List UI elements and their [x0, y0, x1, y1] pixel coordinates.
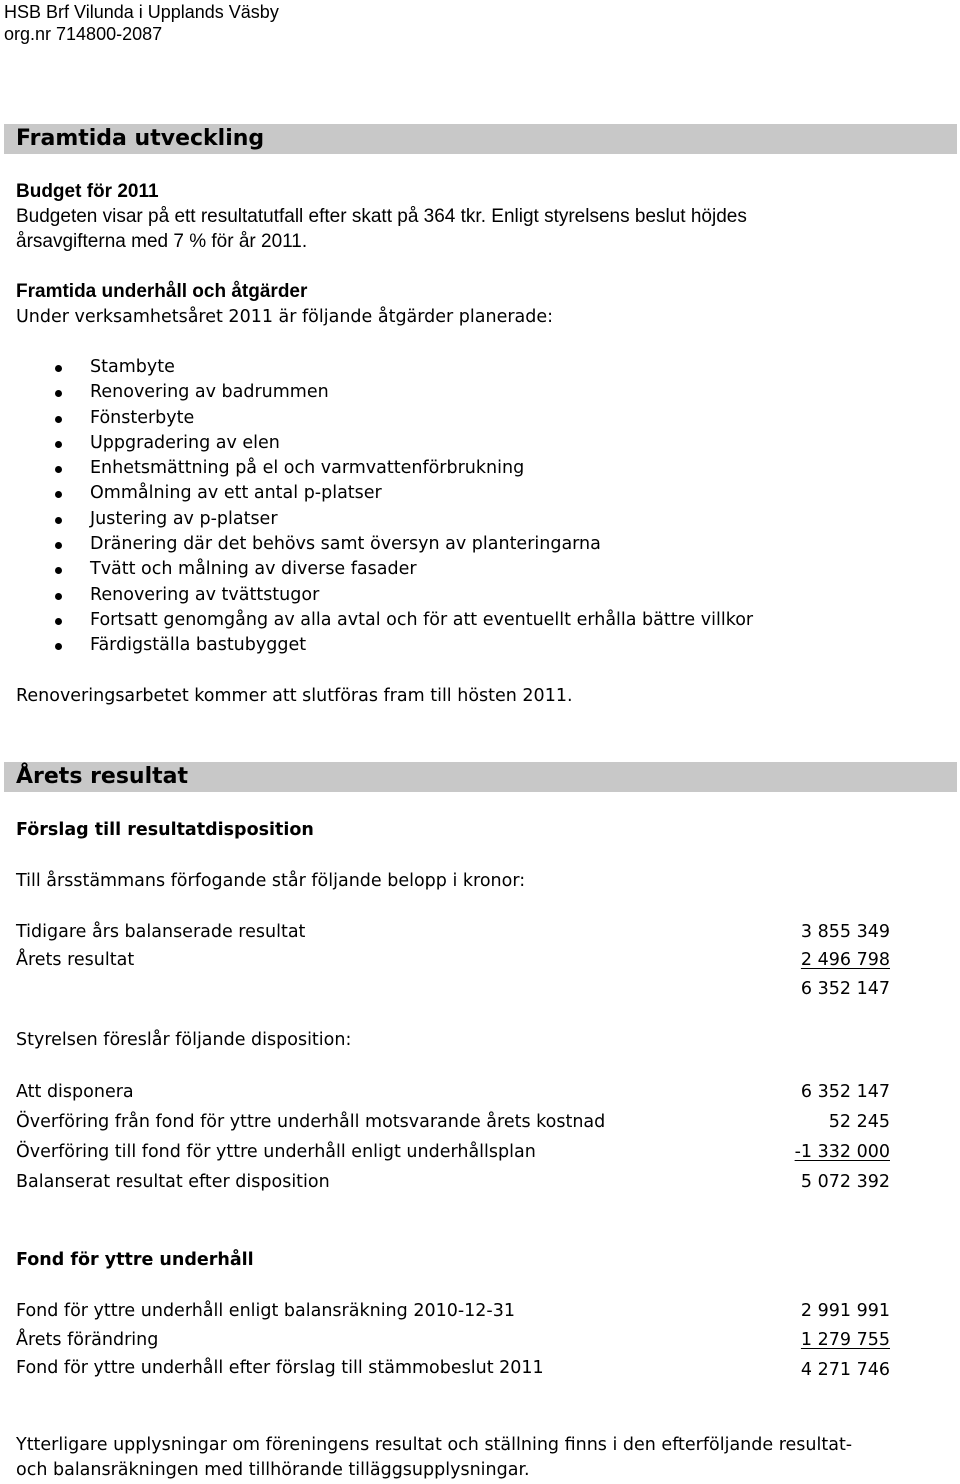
- list-item: Ommålning av ett antal p-platser: [52, 481, 753, 506]
- organization-number: org.nr 714800-2087: [4, 24, 163, 44]
- list-item: Fönsterbyte: [52, 406, 753, 431]
- bullet-icon: [55, 466, 62, 473]
- table-row-total: 6 352 147: [800, 979, 890, 999]
- organization-name: HSB Brf Vilunda i Upplands Väsby: [4, 2, 279, 22]
- table-row: Tidigare års balanserade resultat 3 855 349: [16, 922, 890, 942]
- table-row: Årets förändring 1 279 755: [16, 1330, 890, 1350]
- planned-measures-list: [52, 355, 753, 659]
- table-row: Fond för yttre underhåll enligt balansräkning 2010-12-31 2 991 991: [16, 1301, 890, 1321]
- list-item: Renovering av badrummen: [52, 380, 753, 405]
- board-disposition-intro: Styrelsen föreslår följande disposition:: [16, 1030, 352, 1050]
- proposal-title: Förslag till resultatdisposition: [16, 820, 314, 840]
- budget-text-line-2: årsavgifterna med 7 % för år 2011.: [16, 231, 308, 252]
- bullet-icon: [55, 491, 62, 498]
- section-header-band: [4, 124, 957, 154]
- list-item: Enhetsmättning på el och varmvattenförbrukning: [52, 456, 753, 481]
- bullet-icon: [55, 618, 62, 625]
- fund-title: Fond för yttre underhåll: [16, 1250, 254, 1270]
- list-item: Justering av p-platser: [52, 507, 753, 532]
- bullet-icon: [55, 542, 62, 549]
- bullet-icon: [55, 441, 62, 448]
- list-item: Dränering där det behövs samt översyn av planteringarna: [52, 532, 753, 557]
- table-row: Överföring till fond för yttre underhåll enligt underhållsplan -1 332 000: [16, 1142, 890, 1162]
- bullet-icon: [55, 390, 62, 397]
- table-row: Årets resultat 2 496 798: [16, 950, 890, 970]
- list-item: Fortsatt genomgång av alla avtal och för att eventuellt erhålla bättre villkor: [52, 608, 753, 633]
- maintenance-intro: Under verksamhetsåret 2011 är följande åtgärder planerade:: [16, 307, 554, 327]
- bullet-icon: [55, 567, 62, 574]
- bullet-icon: [55, 593, 62, 600]
- maintenance-title: Framtida underhåll och åtgärder: [16, 281, 308, 302]
- available-amounts-intro: Till årsstämmans förfogande står följande belopp i kronor:: [16, 871, 526, 891]
- section-title-arets-resultat: Årets resultat: [16, 764, 189, 789]
- bullet-icon: [55, 643, 62, 650]
- section-header-band: [4, 762, 957, 792]
- bullet-icon: [55, 365, 62, 372]
- footer-note-line-1: Ytterligare upplysningar om föreningens resultat och ställning finns i den efterföljande resultat-: [16, 1435, 853, 1455]
- footer-note-line-2: och balansräkningen med tillhörande tilläggsupplysningar.: [16, 1460, 530, 1480]
- list-item: Färdigställa bastubygget: [52, 633, 753, 658]
- table-row: Balanserat resultat efter disposition 5 072 392: [16, 1172, 890, 1192]
- table-row: Att disponera 6 352 147: [16, 1082, 890, 1102]
- list-item: Tvätt och målning av diverse fasader: [52, 557, 753, 582]
- table-row: Fond för yttre underhåll efter förslag till stämmobeslut 2011 4 271 746: [16, 1358, 890, 1380]
- list-item: Stambyte: [52, 355, 753, 380]
- budget-text-line-1: Budgeten visar på ett resultatutfall efter skatt på 364 tkr. Enligt styrelsens beslut höjdes: [16, 206, 747, 227]
- list-item: Uppgradering av elen: [52, 431, 753, 456]
- section-title-framtida-utveckling: Framtida utveckling: [16, 126, 265, 151]
- list-item: Renovering av tvättstugor: [52, 583, 753, 608]
- bullet-icon: [55, 416, 62, 423]
- budget-title: Budget för 2011: [16, 181, 159, 202]
- renovation-note: Renoveringsarbetet kommer att slutföras fram till hösten 2011.: [16, 686, 573, 706]
- bullet-icon: [55, 517, 62, 524]
- table-row: Överföring från fond för yttre underhåll motsvarande årets kostnad 52 245: [16, 1112, 890, 1132]
